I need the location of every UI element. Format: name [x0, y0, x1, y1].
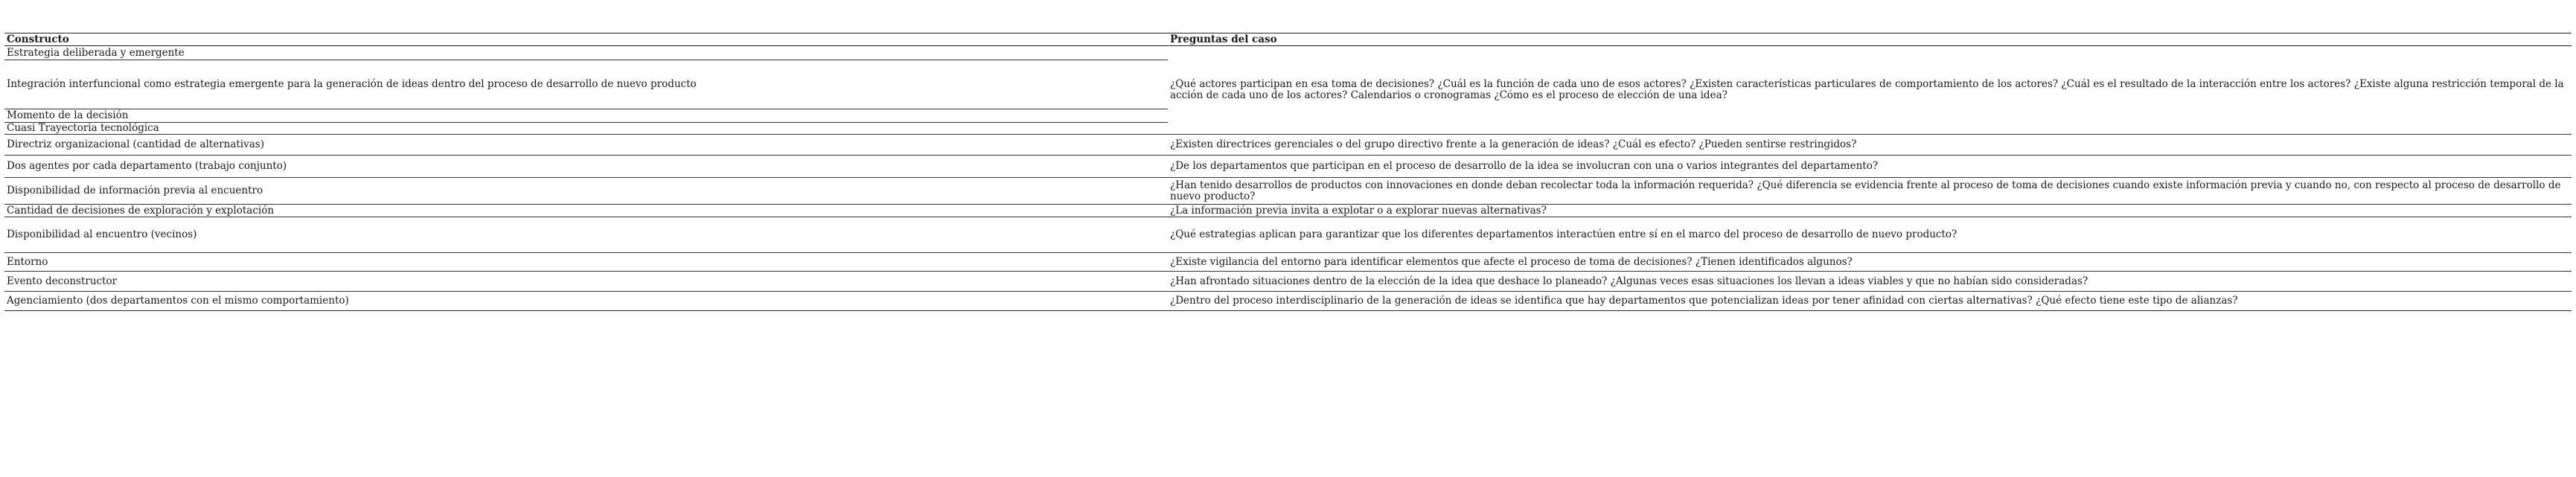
question-cell: ¿Han afrontado situaciones dentro de la elección de la idea que deshace lo planeado? ¿Algunas veces esas situaciones los llevan a ideas viables y que no habían sido consideradas?	[1168, 272, 2572, 292]
constructs-questions-table	[4, 33, 2572, 311]
table-row	[4, 272, 2572, 292]
constructo-cell: Integración interfuncional como estrategia emergente para la generación de ideas dentro del proceso de desarrollo de nuevo producto	[4, 60, 1168, 109]
header-constructo: Constructo	[4, 33, 1168, 46]
constructo-cell: Entorno	[4, 253, 1168, 272]
table-row	[4, 135, 2572, 156]
constructo-cell: Evento deconstructor	[4, 272, 1168, 292]
constructo-cell: Disponibilidad al encuentro (vecinos)	[4, 217, 1168, 253]
question-cell: ¿La información previa invita a explotar o a explorar nuevas alternativas?	[1168, 205, 2572, 217]
constructo-cell: Momento de la decisión	[4, 109, 1168, 123]
question-cell: ¿Qué estrategias aplican para garantizar que los diferentes departamentos interactúen entre sí en el marco del proceso de desarrollo de nuevo producto?	[1168, 217, 2572, 253]
table-row	[4, 178, 2572, 205]
header-preguntas: Preguntas del caso	[1168, 33, 2572, 46]
question-cell: ¿De los departamentos que participan en el proceso de desarrollo de la idea se involucran con una o varios integrantes del departamento?	[1168, 156, 2572, 178]
table-row	[4, 156, 2572, 178]
constructo-cell: Cuasi Trayectoria tecnológica	[4, 123, 1168, 135]
constructo-cell: Directriz organizacional (cantidad de alternativas)	[4, 135, 1168, 156]
question-cell: ¿Existe vigilancia del entorno para identificar elementos que afecte el proceso de toma de decisiones? ¿Tienen identificados algunos?	[1168, 253, 2572, 272]
table-row	[4, 253, 2572, 272]
question-cell: ¿Dentro del proceso interdisciplinario de la generación de ideas se identifica que hay departamentos que potencializan ideas por tener afinidad con ciertas alternativas? ¿Qué efecto tiene este tipo de alianzas?	[1168, 292, 2572, 311]
question-cell: ¿Existen directrices gerenciales o del grupo directivo frente a la generación de ideas? ¿Cuál es efecto? ¿Pueden sentirse restringidos?	[1168, 135, 2572, 156]
constructo-cell: Disponibilidad de información previa al encuentro	[4, 178, 1168, 205]
constructo-cell: Agenciamiento (dos departamentos con el mismo comportamiento)	[4, 292, 1168, 311]
table-row	[4, 46, 2572, 60]
table-row	[4, 217, 2572, 253]
table-header-row	[4, 33, 2572, 46]
table-row	[4, 292, 2572, 311]
question-cell: ¿Han tenido desarrollos de productos con innovaciones en donde deban recolectar toda la información requerida? ¿Qué diferencia se evidencia frente al proceso de toma de decisiones cuando existe información previa y cuando no, con respecto al proceso de desarrollo de nuevo producto?	[1168, 178, 2572, 205]
table-row	[4, 205, 2572, 217]
constructo-cell: Dos agentes por cada departamento (trabajo conjunto)	[4, 156, 1168, 178]
constructo-cell: Cantidad de decisiones de exploración y explotación	[4, 205, 1168, 217]
merged-question-cell: ¿Qué actores participan en esa toma de decisiones? ¿Cuál es la función de cada uno de esos actores? ¿Existen características particulares de comportamiento de los actores? ¿Cuál es el resultado de la interacción entre los actores? ¿Existe alguna restricción temporal de la acción de cada uno de los actores? Calendarios o cronogramas ¿Cómo es el proceso de elección de una idea?	[1168, 46, 2572, 135]
constructo-cell: Estrategia deliberada y emergente	[4, 46, 1168, 60]
